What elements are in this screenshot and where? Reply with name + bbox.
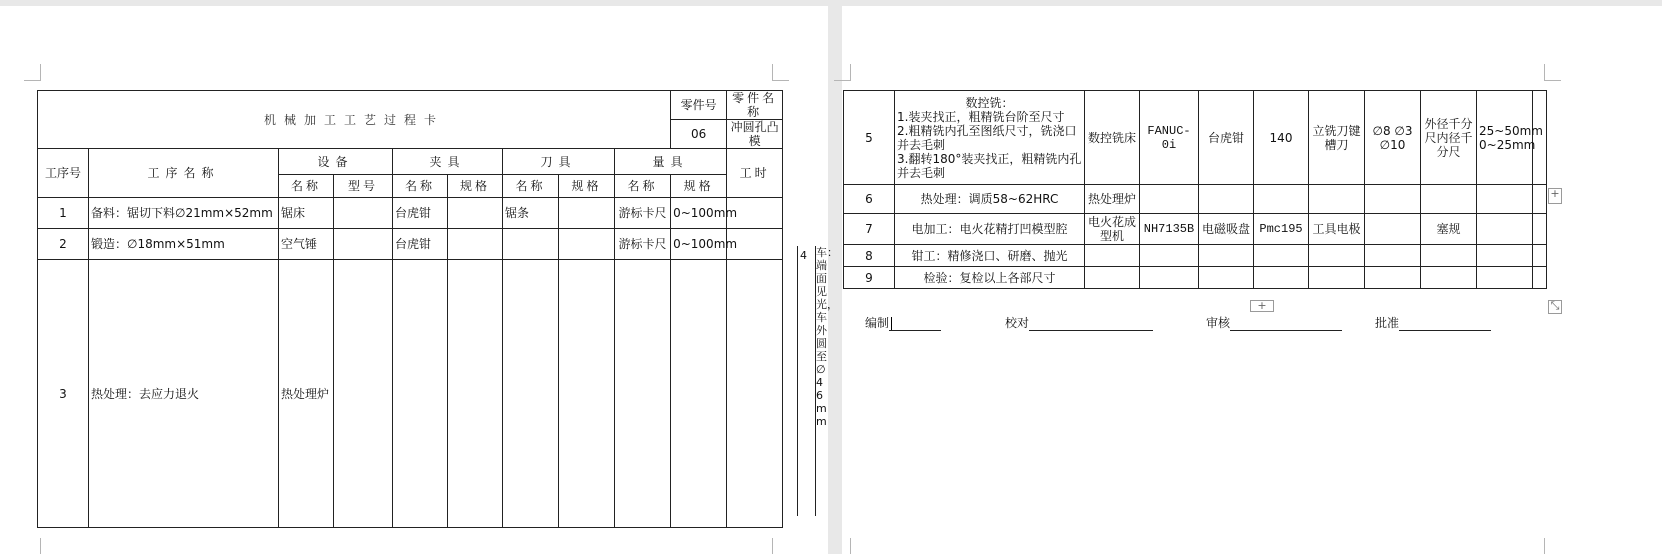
process-step-2: 2.粗精铣内孔至图纸尺寸，铣浇口并去毛刺 — [897, 123, 1077, 152]
process-step-3: 3.翻转180°装夹找正，粗精铣内孔并去毛刺 — [897, 151, 1082, 180]
table-resize-handle[interactable]: ⤡ — [1548, 300, 1562, 314]
cell-process[interactable]: 热处理：调质58~62HRC — [895, 185, 1085, 214]
cell-gg-spec[interactable]: 0~100mm — [671, 229, 727, 260]
header-gg-spec: 规格 — [671, 175, 727, 198]
cell-eq-name[interactable] — [1085, 245, 1140, 267]
signature-approved-label: 批准 — [1375, 316, 1400, 330]
cell-gg-spec[interactable] — [671, 260, 727, 528]
cell-gg-spec[interactable] — [1477, 214, 1533, 245]
cell-eq-model[interactable]: FANUC-0i — [1140, 91, 1199, 185]
cell-tl-name[interactable] — [1309, 185, 1365, 214]
cell-fx-name[interactable]: 台虎钳 — [1199, 91, 1254, 185]
process-step-1: 1.装夹找正，粗精铣台阶至尺寸 — [897, 109, 1065, 124]
cell-fx-name[interactable] — [1199, 185, 1254, 214]
cell-hours[interactable] — [727, 260, 783, 528]
table-row — [38, 260, 783, 528]
cell-hours[interactable] — [1533, 267, 1547, 289]
header-gauge: 量具 — [615, 149, 727, 175]
cell-gg-spec[interactable]: 25~50mm 0~25mm — [1477, 91, 1533, 185]
part-no-label: 零件号 — [671, 91, 727, 120]
cell-tl-spec[interactable] — [1365, 185, 1421, 214]
cell-seq[interactable]: 6 — [844, 185, 895, 214]
table-row — [38, 198, 783, 229]
cell-seq[interactable]: 8 — [844, 245, 895, 267]
cell-hours[interactable] — [1533, 245, 1547, 267]
crop-mark — [1544, 538, 1561, 554]
cell-process[interactable]: 电加工：电火花精打凹模型腔 — [895, 214, 1085, 245]
document-page-1[interactable] — [0, 6, 838, 554]
signature-prepared-label: 编制 — [865, 316, 890, 330]
cell-seq[interactable]: 5 — [844, 91, 895, 185]
signature-checked-line[interactable] — [1029, 316, 1153, 331]
cell-eq-name[interactable]: 锯床 — [279, 198, 334, 229]
cell-fx-spec[interactable] — [448, 198, 503, 229]
cell-fx-name[interactable] — [1199, 245, 1254, 267]
add-column-button[interactable]: + — [1548, 188, 1562, 204]
add-row-button[interactable]: + — [1250, 300, 1274, 312]
overflow-process-text[interactable]: 车：端面见光，车外圆至∅46mm — [815, 246, 829, 516]
cell-gg-name[interactable]: 游标卡尺 — [615, 229, 671, 260]
crop-mark — [1544, 64, 1561, 81]
cell-process[interactable]: 检验：复检以上各部尺寸 — [895, 267, 1085, 289]
cell-process[interactable]: 钳工：精修浇口、研磨、抛光 — [895, 245, 1085, 267]
cell-tl-spec[interactable] — [559, 229, 615, 260]
cell-tl-name[interactable]: 锯条 — [503, 198, 559, 229]
cell-eq-model[interactable] — [1140, 245, 1199, 267]
cell-fx-spec[interactable] — [1254, 245, 1309, 267]
cell-eq-name[interactable]: 空气锤 — [279, 229, 334, 260]
card-title: 机械加工工艺过程卡 — [38, 91, 671, 149]
header-tl-name: 名称 — [503, 175, 559, 198]
signature-prepared-line[interactable] — [889, 316, 941, 331]
cell-fx-name[interactable]: 台虎钳 — [393, 198, 448, 229]
text-cursor — [891, 317, 892, 330]
table-row — [844, 91, 1547, 185]
header-eq-name: 名称 — [279, 175, 334, 198]
cell-eq-name[interactable] — [1085, 267, 1140, 289]
cell-gg-name[interactable] — [1421, 267, 1477, 289]
cell-gg-name[interactable] — [615, 260, 671, 528]
cell-gg-spec[interactable] — [1477, 267, 1533, 289]
cell-process[interactable]: 锻造：∅18mm×51mm — [89, 229, 279, 260]
process-card-table — [37, 90, 783, 528]
signature-approved-line[interactable] — [1399, 316, 1491, 331]
cell-seq[interactable]: 2 — [38, 229, 89, 260]
header-process-name: 工序名称 — [89, 149, 279, 198]
cell-eq-name[interactable]: 热处理炉 — [279, 260, 334, 528]
cell-tl-spec[interactable]: ∅8 ∅3 ∅10 — [1365, 91, 1421, 185]
cell-process[interactable] — [895, 91, 1085, 185]
cell-eq-name[interactable]: 电火花成型机 — [1085, 214, 1140, 245]
cell-fx-spec[interactable] — [1254, 185, 1309, 214]
cell-tl-spec[interactable] — [1365, 245, 1421, 267]
cell-eq-model[interactable] — [1140, 267, 1199, 289]
signature-approved — [1375, 314, 1491, 331]
cell-fx-spec[interactable] — [1254, 267, 1309, 289]
cell-seq[interactable]: 9 — [844, 267, 895, 289]
cell-tl-name[interactable]: 立铣刀键槽刀 — [1309, 91, 1365, 185]
cell-tl-name[interactable] — [1309, 267, 1365, 289]
header-fx-name: 名称 — [393, 175, 448, 198]
cell-tl-spec[interactable] — [559, 198, 615, 229]
cell-eq-name[interactable]: 数控铣床 — [1085, 91, 1140, 185]
cell-gg-name[interactable] — [1421, 245, 1477, 267]
header-gg-name: 名称 — [615, 175, 671, 198]
header-eq-model: 型号 — [334, 175, 393, 198]
cell-fx-name[interactable]: 电磁吸盘 — [1199, 214, 1254, 245]
cell-fx-spec[interactable] — [448, 229, 503, 260]
signature-prepared — [865, 314, 941, 331]
signature-checked-label: 校对 — [1005, 316, 1030, 330]
table-row — [844, 185, 1547, 214]
overflow-seq[interactable]: 4 — [800, 249, 807, 262]
cell-gg-spec[interactable]: 0~100mm — [671, 198, 727, 229]
crop-mark — [772, 64, 789, 81]
part-name-label: 零件名称 — [727, 91, 783, 120]
crop-mark — [24, 64, 41, 81]
document-page-2[interactable] — [842, 6, 1662, 554]
cell-fx-name[interactable]: 台虎钳 — [393, 229, 448, 260]
header-tool: 刀具 — [503, 149, 615, 175]
table-row — [38, 229, 783, 260]
crop-mark — [834, 538, 851, 554]
table-row — [844, 245, 1547, 267]
cell-tl-name[interactable] — [503, 229, 559, 260]
cell-seq[interactable]: 3 — [38, 260, 89, 528]
cell-process[interactable]: 备料：锯切下料∅21mm×52mm — [89, 198, 279, 229]
crop-mark — [24, 538, 41, 554]
cell-gg-name[interactable]: 塞规 — [1421, 214, 1477, 245]
cell-tl-name[interactable] — [1309, 245, 1365, 267]
crop-mark — [772, 538, 789, 554]
cell-seq[interactable]: 7 — [844, 214, 895, 245]
overflow-divider — [797, 246, 798, 516]
cell-tl-name[interactable] — [503, 260, 559, 528]
cell-tl-spec[interactable] — [559, 260, 615, 528]
part-no-value[interactable]: 06 — [671, 120, 727, 149]
signature-reviewed-label: 审核 — [1206, 316, 1231, 330]
cell-fx-spec[interactable]: 140 — [1254, 91, 1309, 185]
cell-gg-name[interactable] — [1421, 185, 1477, 214]
signature-reviewed — [1206, 314, 1342, 331]
cell-gg-name[interactable]: 外径千分尺内径千分尺 — [1421, 91, 1477, 185]
header-fx-spec: 规格 — [448, 175, 503, 198]
cell-hours[interactable] — [1533, 214, 1547, 245]
cell-gg-spec[interactable] — [1477, 245, 1533, 267]
cell-eq-model[interactable]: NH7135B — [1140, 214, 1199, 245]
cell-eq-model[interactable] — [334, 198, 393, 229]
cell-gg-spec[interactable] — [1477, 185, 1533, 214]
cell-fx-name[interactable] — [1199, 267, 1254, 289]
process-title: 数控铣： — [965, 95, 1014, 110]
cell-eq-model[interactable] — [334, 229, 393, 260]
cell-eq-model[interactable] — [334, 260, 393, 528]
header-fixture: 夹具 — [393, 149, 503, 175]
header-equipment: 设备 — [279, 149, 393, 175]
cell-tl-spec[interactable] — [1365, 267, 1421, 289]
header-seq: 工序号 — [38, 149, 89, 198]
cell-eq-name[interactable]: 热处理炉 — [1085, 185, 1140, 214]
part-name-value[interactable]: 冲圆孔凸模 — [727, 120, 783, 149]
process-card-table-continued — [843, 90, 1547, 289]
cell-hours[interactable] — [1533, 185, 1547, 214]
table-row — [844, 214, 1547, 245]
cell-fx-name[interactable] — [393, 260, 448, 528]
cell-gg-name[interactable]: 游标卡尺 — [615, 198, 671, 229]
table-row — [844, 267, 1547, 289]
cell-process[interactable]: 热处理：去应力退火 — [89, 260, 279, 528]
cell-tl-name[interactable]: 工具电极 — [1309, 214, 1365, 245]
signature-reviewed-line[interactable] — [1230, 316, 1342, 331]
cell-eq-model[interactable] — [1140, 185, 1199, 214]
cell-fx-spec[interactable] — [448, 260, 503, 528]
cell-fx-spec[interactable]: Pmc195 — [1254, 214, 1309, 245]
signature-checked — [1005, 314, 1153, 331]
cell-tl-spec[interactable] — [1365, 214, 1421, 245]
cell-seq[interactable]: 1 — [38, 198, 89, 229]
header-tl-spec: 规格 — [559, 175, 615, 198]
crop-mark — [834, 64, 851, 81]
header-hours: 工时 — [727, 149, 783, 198]
